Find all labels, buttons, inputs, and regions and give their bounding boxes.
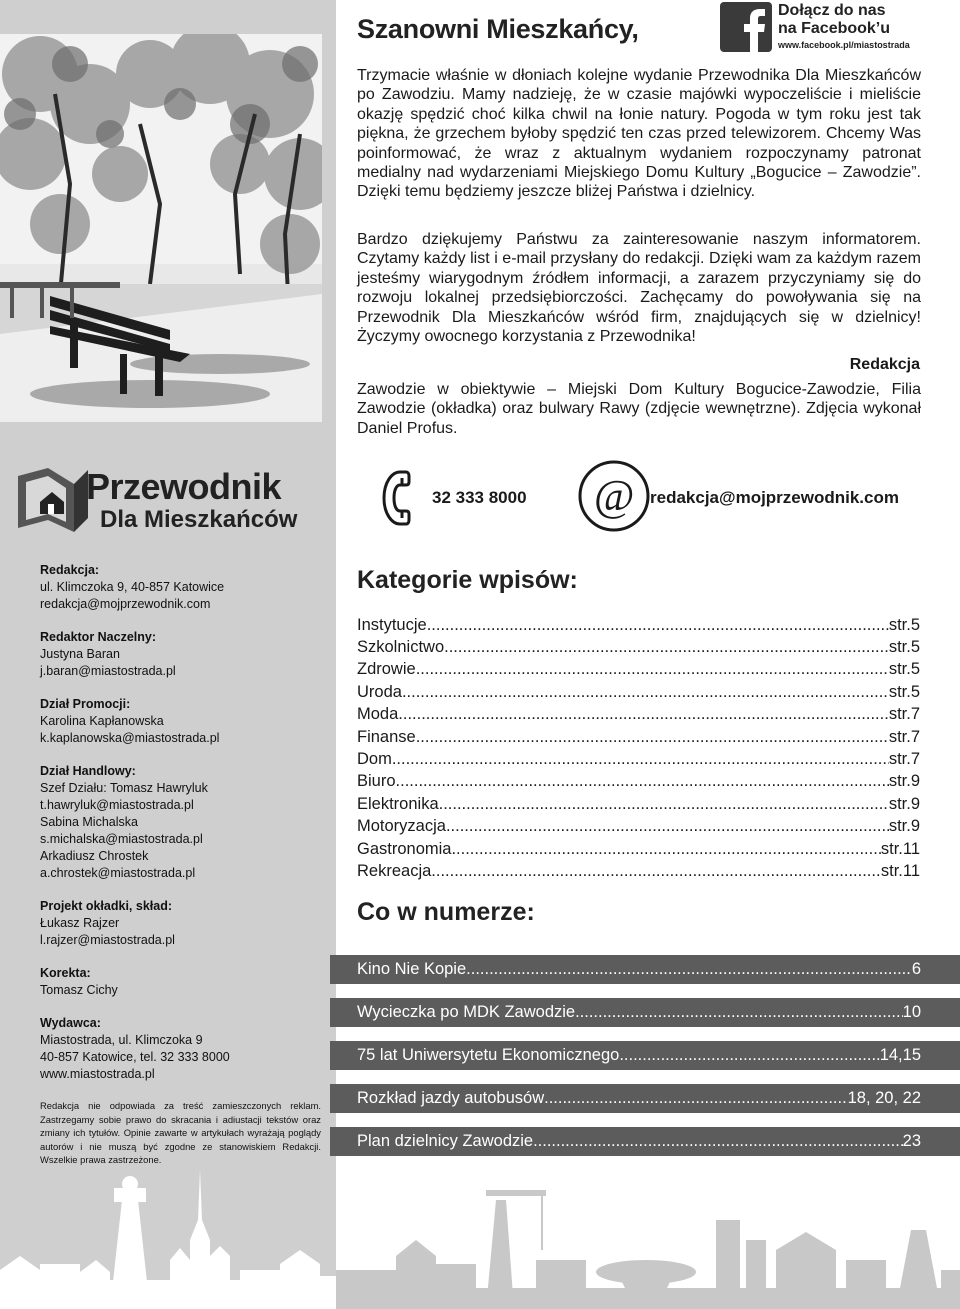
category-row[interactable]	[357, 659, 920, 681]
category-row[interactable]	[357, 771, 920, 793]
staff-line: Szef Działu: Tomasz Hawryluk	[40, 781, 208, 795]
inside-item[interactable]	[330, 1127, 960, 1156]
categories-heading: Kategorie wpisów:	[357, 566, 578, 594]
category-page: str.11	[880, 861, 920, 880]
staff-line: Łukasz Rajzer	[40, 916, 120, 930]
phone-number[interactable]: 32 333 8000	[432, 488, 527, 507]
industrial-skyline-graphic	[336, 1160, 960, 1309]
inside-item-page: 23	[902, 1132, 921, 1150]
greeting-heading: Szanowni Mieszkańcy,	[357, 14, 639, 44]
category-page: str.9	[888, 772, 920, 791]
logo-subtitle: Dla Mieszkańców	[100, 506, 298, 533]
staff-heading: Korekta:	[40, 966, 91, 980]
category-name: Finanse	[357, 727, 416, 746]
category-name: Moda	[357, 705, 399, 724]
category-row[interactable]	[357, 726, 920, 748]
intro-paragraph-1: Trzymacie właśnie w dłoniach kolejne wydanie Przewodnika Dla Mieszkańców po Zawodziu. Mamy nadzieję, że w czasie majówki wypoczeliście i mieliście okazję spędzić choć kilka chwil na łonie natury. Pogoda w tym roku jest tak piękna, że grzechem byłoby spędzić ten czas przed telewizorem. Chcemy Was poinformować, że wraz z aktualnym wydaniem rozpoczynamy patronat medialny nad wydarzeniami Miejskiego Domu Kultury „Bogucice – Zawodzie”. Dzięki temu będziemy jeszcze bliżej Państwa i dzielnicy.	[357, 67, 921, 201]
logo-title: Przewodnik	[86, 466, 282, 507]
phone-icon	[384, 472, 409, 524]
staff-heading: Dział Promocji:	[40, 697, 131, 711]
category-name: Motoryzacja	[357, 817, 446, 836]
staff-line: t.hawryluk@miastostrada.pl	[40, 798, 194, 812]
category-name: Gastronomia	[357, 839, 452, 858]
inside-item[interactable]	[330, 1084, 960, 1113]
category-row[interactable]	[357, 860, 920, 882]
staff-heading: Redaktor Naczelny:	[40, 630, 157, 644]
staff-line: Tomasz Cichy	[40, 983, 118, 997]
category-page: str.5	[888, 638, 920, 657]
inside-issue-heading: Co w numerze:	[357, 898, 535, 926]
category-page: str.9	[888, 794, 920, 813]
staff-block-sales	[40, 763, 322, 882]
staff-block-proofreading	[40, 965, 322, 999]
category-name: Zdrowie	[357, 660, 416, 679]
category-page: str.5	[888, 615, 920, 634]
category-row[interactable]	[357, 816, 920, 838]
inside-item-name: Wycieczka po MDK Zawodzie	[357, 1003, 576, 1021]
staff-block-promotion	[40, 696, 322, 747]
inside-item-page: 10	[902, 1003, 921, 1021]
category-page: str.9	[888, 817, 920, 836]
email-link[interactable]: redakcja@mojprzewodnik.com	[650, 488, 899, 507]
category-name: Instytucje	[357, 615, 427, 634]
staff-line: Arkadiusz Chrostek	[40, 849, 149, 863]
staff-line: Sabina Michalska	[40, 815, 138, 829]
staff-block-publisher	[40, 1015, 322, 1083]
facebook-title-line1: Dołącz do nas	[778, 2, 886, 19]
city-skyline-graphic	[0, 1160, 336, 1309]
left-sidebar	[0, 0, 336, 1309]
inside-item[interactable]	[330, 1041, 960, 1070]
category-row[interactable]	[357, 681, 920, 703]
category-page: str.5	[888, 682, 920, 701]
category-page: str.11	[880, 839, 920, 858]
facebook-icon[interactable]	[720, 2, 772, 52]
inside-item-page: 18, 20, 22	[847, 1089, 921, 1107]
category-name: Biuro	[357, 772, 396, 791]
svg-text:@: @	[593, 471, 635, 520]
staff-line: j.baran@miastostrada.pl	[40, 664, 176, 678]
park-bench-photo	[0, 34, 322, 422]
staff-line: redakcja@mojprzewodnik.com	[40, 597, 211, 611]
category-row[interactable]	[357, 614, 920, 636]
category-page: str.5	[888, 660, 920, 679]
category-page: str.7	[888, 727, 920, 746]
at-icon	[580, 462, 648, 530]
staff-block-redakcja	[40, 562, 322, 613]
category-row[interactable]	[357, 748, 920, 770]
staff-line: www.miastostrada.pl	[40, 1067, 155, 1081]
staff-heading: Dział Handlowy:	[40, 764, 136, 778]
facebook-title-line2: na Facebook’u	[778, 20, 891, 37]
facebook-url-link[interactable]: www.facebook.pl/miastostrada	[778, 40, 910, 50]
staff-heading: Redakcja:	[40, 563, 100, 577]
category-name: Dom	[357, 750, 392, 769]
category-name: Rekreacja	[357, 861, 432, 880]
photo-credits-paragraph: Zawodzie w obiektywie – Miejski Dom Kultury Bogucice-Zawodzie, Filia Zawodzie (okładka) oraz bulwary Rawy (zdjęcie wewnętrzne). Zdjęcia wykonał Daniel Profus.	[357, 381, 921, 437]
categories-list	[357, 614, 920, 883]
facebook-promo[interactable]	[720, 2, 950, 52]
legal-disclaimer: Redakcja nie odpowiada za treść zamieszczonych reklam. Zastrzegamy sobie prawo do skracania i adiustacji tekstów oraz zmiany ich tytułów. Opinie zawarte w artykułach wyrażają poglądy autorów i nie muszą być zgodne ze stanowiskiem Redakcji. Wszelkie prawa zastrzeżone.	[40, 1100, 321, 1166]
inside-item[interactable]	[330, 955, 960, 984]
category-row[interactable]	[357, 636, 920, 658]
staff-block-editor	[40, 629, 322, 680]
category-row[interactable]	[357, 793, 920, 815]
category-name: Uroda	[357, 682, 402, 701]
staff-line: Miastostrada, ul. Klimczoka 9	[40, 1033, 203, 1047]
inside-item-name: Plan dzielnicy Zawodzie	[357, 1132, 534, 1150]
staff-line: a.chrostek@miastostrada.pl	[40, 866, 196, 880]
category-row[interactable]	[357, 704, 920, 726]
staff-line: Karolina Kapłanowska	[40, 714, 164, 728]
inside-item-name: 75 lat Uniwersytetu Ekonomicznego	[357, 1046, 620, 1064]
category-page: str.7	[888, 750, 920, 769]
inside-item-page: 14,15	[879, 1046, 921, 1064]
inside-item[interactable]	[330, 998, 960, 1027]
staff-line: Justyna Baran	[40, 647, 120, 661]
category-name: Szkolnictwo	[357, 638, 445, 657]
category-row[interactable]	[357, 838, 920, 860]
inside-item-page: 6	[911, 960, 921, 978]
staff-line: ul. Klimczoka 9, 40-857 Katowice	[40, 580, 225, 594]
staff-line: s.michalska@miastostrada.pl	[40, 832, 203, 846]
staff-line: l.rajzer@miastostrada.pl	[40, 933, 175, 947]
staff-line: 40-857 Katowice, tel. 32 333 8000	[40, 1050, 230, 1064]
category-name: Elektronika	[357, 794, 439, 813]
staff-heading: Wydawca:	[40, 1016, 101, 1030]
staff-block-design	[40, 898, 322, 949]
category-page: str.7	[888, 705, 920, 724]
signature: Redakcja	[849, 356, 920, 373]
staff-line: k.kaplanowska@miastostrada.pl	[40, 731, 220, 745]
staff-list	[40, 562, 322, 1099]
staff-heading: Projekt okładki, skład:	[40, 899, 172, 913]
intro-paragraph-2: Bardzo dziękujemy Państwu za zainteresowanie naszym informatorem. Czytamy każdy list i e-mail przysłany do redakcji. Dzięki wam za każdym razem jesteśmy wiarygodnym źródłem informacji, a zarazem przyczyniamy się do rozwoju lokalnej przedsiębiorczości. Zachęcamy do powoływania się na Przewodnik Dla Mieszkańców wśród firm, znajdujących się w dzielnicy! Życzymy owocnego korzystania z Przewodnika!	[357, 231, 921, 346]
inside-item-name: Kino Nie Kopie	[357, 960, 467, 978]
inside-item-name: Rozkład jazdy autobusów	[357, 1089, 545, 1107]
